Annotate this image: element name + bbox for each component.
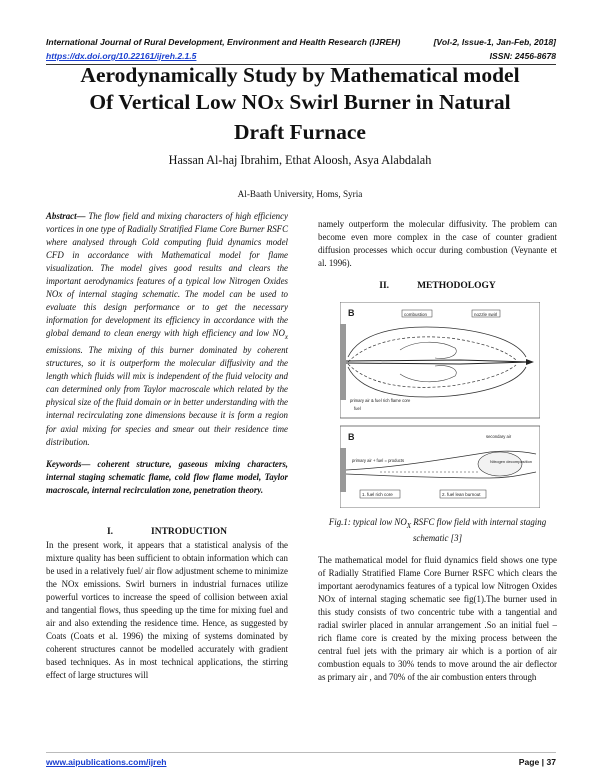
figure-caption: Fig.1: typical low $NO_X$ RSFC flow field with internal staging schematic [3] — [328, 517, 547, 543]
authors: Hassan Al-haj Ibrahim, Ethat Aloosh, Asya Alabdalah — [168, 153, 432, 167]
label-step-2: 2. fuel lean burnout — [442, 492, 481, 497]
label-nozzle-swirl: nozzle swirl — [474, 312, 498, 317]
footer-rule — [46, 752, 556, 753]
paper-title — [0, 62, 600, 146]
volume-info: [Vol-2, Issue-1, Jan-Feb, 2018] — [433, 37, 556, 47]
footer-url-link[interactable]: www.aipublications.com/ijreh — [46, 757, 167, 767]
methodology-heading: II. METHODOLOGY — [379, 281, 496, 291]
right-top-text: namely outperform the molecular diffusivity. The problem can become even more complex in the case of counter gradient diffusion processes which occur during combustion (Veynante et al. 1996). — [318, 219, 557, 269]
right-bottom-text: The mathematical model for fluid dynamics field shows one type of Radially Stratified Flame Core Burner RSFC which clears the important aerodynamics features of a typical low Nitrogen Oxides NOx of internal staging schematic see fig(1).The burner used in this study consists of two concentric tube with a tangential and radial swirler placed in annular arrangement .So an initial fuel –rich flame core is created by the mixing process between the central fuel jets with the primary air which is a portion of air combustion equals to 30% tends to move around the air deflector as primary air , and 70% of the air combustion enters through — [318, 555, 557, 683]
label-step-1: 1. fuel rich core — [362, 492, 393, 497]
label-premix: primary air + fuel = products — [352, 458, 405, 463]
label-secondary-air: secondary air — [486, 434, 512, 439]
abstract-label: Abstract— — [46, 211, 86, 221]
figure-panel-b-label-top: B — [348, 308, 355, 318]
journal-name: International Journal of Rural Development, Environment and Health Research (IJREH) — [46, 37, 401, 47]
page-number: Page | 37 — [518, 757, 556, 767]
introduction-heading: I. INTRODUCTION — [106, 527, 228, 537]
abstract: Abstract— The flow field and mixing characters of high efficiency vortices in one type of Radially Stratified Flame Core Burner RSFC where analysed through Cold computing fluid dynamics model CFD in accordance with Mathematical model for flame visualization. The model gives good results and clears the important aerodynamics features of a typical low Nitrogen Oxides NOx of internal staging schematic. The model can be used to evaluate this design performance or to get the necessary information for development its efficiency in accordance with the global demand to clean energy with high efficiency and low $NO_x$ emissions. The mixing of this burner dominated by coherent structures, so it is outperform the molecular diffusivity and the length which fluids will mix is independent of the fluid velocity and can determined only from Taylor macroscale which related by the physical size of the fluid domain or in better understanding with the internal recirculating zone dimensions because it is form a region for axial mixing for species and smear out their residence time distribution. — [46, 211, 288, 447]
keywords: Keywords— coherent structure, gaseous mixing characters, internal staging schematic flame, cold flow flame model, Taylor macroscale, internal recirculation zone, penetration theory. — [46, 459, 288, 496]
keywords-label: Keywords— — [46, 459, 91, 469]
title-line-2: Of Vertical Low NOX Swirl Burner in Natural — [89, 90, 511, 114]
label-nitrogen: Nitrogen decomposition — [490, 459, 533, 464]
label-primary-air: primary air & fuel rich flame core — [350, 398, 411, 403]
affiliation: Al-Baath University, Homs, Syria — [237, 189, 363, 199]
burner-flow-figure — [340, 302, 540, 508]
label-fuel: fuel — [354, 406, 361, 411]
issn: ISSN: 2456-8678 — [489, 51, 556, 61]
label-combustion: combustion — [404, 312, 428, 317]
introduction-text: In the present work, it appears that a statistical analysis of the mixture quality has been sufficient to obtain information which can be used in a relatively fuel/ air flow adjustment scheme to minimize the NOx emissions. Swirl burners in industrial furnaces utilize powerful vortices to increase the speed of collision between axial and tangential flows, thus speeding up the time for mixing fuel and air and also extending the residence time. Hence, as suggested by Coats (Coats et al. 1996) the mixing of systems dominated by coherent structures cannot be modelled accurately with gradient based techniques. As in most technical applications, the stirring effect of large structures will — [46, 540, 288, 681]
title-line-3: Draft Furnace — [234, 120, 366, 144]
title-line-1: Aerodynamically Study by Mathematical model — [80, 63, 520, 87]
figure-panel-b-label: B — [348, 432, 355, 442]
doi-link[interactable]: https://dx.doi.org/10.22161/ijreh.2.1.5 — [46, 51, 197, 61]
